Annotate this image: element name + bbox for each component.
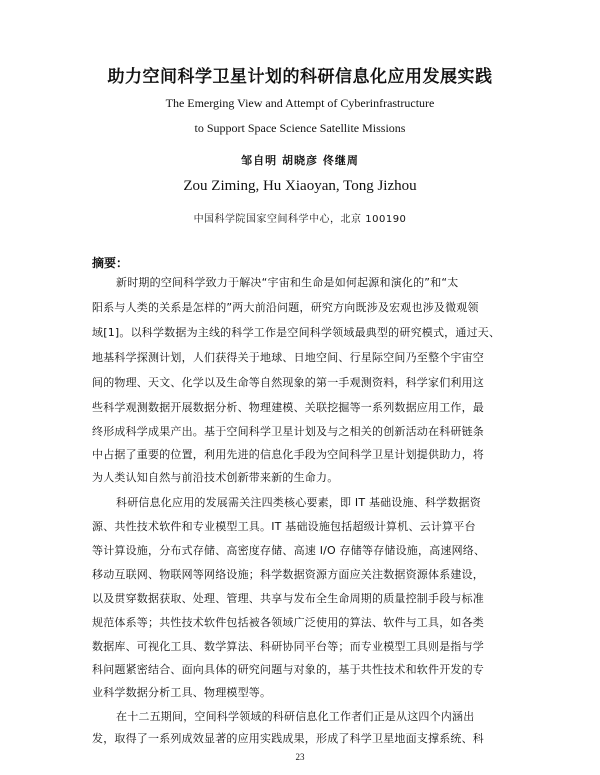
abstract-line: 在十二五期间，空间科学领域的科研信息化工作者们正是从这四个内涵出 <box>116 710 475 723</box>
paper-title-english-line-1: The Emerging View and Attempt of Cyberinfrastructure <box>165 96 435 110</box>
paper-title-english-line-2: to Support Space Science Satellite Missions <box>194 121 406 135</box>
abstract-line: 业科学数据分析工具、物理模型等。 <box>92 686 272 699</box>
abstract-line: 等计算设施，分布式存储、高密度存储、高速 I/O 存储等存储设施，高速网络、 <box>92 544 486 557</box>
authors-chinese: 邹自明 胡晓彦 佟继周 <box>241 154 359 167</box>
abstract-line: 发，取得了一系列成效显著的应用实践成果，形成了科学卫星地面支撑系统、科 <box>92 732 484 745</box>
abstract-line: 科研信息化应用的发展需关注四类核心要素，即 IT 基础设施、科学数据资 <box>116 496 481 509</box>
abstract-line: 源、共性技术软件和专业模型工具。IT 基础设施包括超级计算机、云计算平台 <box>92 520 476 533</box>
abstract-line: 新时期的空间科学致力于解决“宇宙和生命是如何起源和演化的”和“太 <box>116 276 459 289</box>
abstract-line: 为人类认知自然与前沿技术创新带来新的生命力。 <box>92 471 339 484</box>
page-number: 23 <box>295 752 305 762</box>
abstract-line: 些科学观测数据开展数据分析、物理建模、关联挖掘等一系列数据应用工作，最 <box>92 401 484 414</box>
paper-title-chinese: 助力空间科学卫星计划的科研信息化应用发展实践 <box>107 67 493 87</box>
abstract-line: 阳系与人类的关系是怎样的”两大前沿问题，研究方向既涉及宏观也涉及微观领 <box>92 301 479 314</box>
abstract-line: 数据库、可视化工具、数学算法、科研协同平台等；而专业模型工具则是指与学 <box>92 640 484 653</box>
abstract-line: 以及贯穿数据获取、处理、管理、共享与发布全生命周期的质量控制手段与标准 <box>92 592 484 605</box>
authors-english: Zou Ziming, Hu Xiaoyan, Tong Jizhou <box>183 178 417 194</box>
abstract-line: 规范体系等；共性技术软件包括被各领域广泛使用的算法、软件与工具，如各类 <box>92 616 484 629</box>
abstract-line: 中占据了重要的位置，利用先进的信息化手段为空间科学卫星计划提供助力，将 <box>92 448 484 461</box>
abstract-line: 域[1]。以科学数据为主线的科学工作是空间科学领域最典型的研究模式，通过天、 <box>92 326 501 339</box>
abstract-line: 移动互联网、物联网等网络设施；科学数据资源方面应关注数据资源体系建设， <box>92 568 484 581</box>
abstract-line: 终形成科学成果产出。基于空间科学卫星计划及与之相关的创新活动在科研链条 <box>92 425 484 438</box>
abstract-line: 间的物理、天文、化学以及生命等自然现象的第一手观测资料，科学家们利用这 <box>92 376 484 389</box>
abstract-heading: 摘要： <box>92 256 129 270</box>
abstract-line: 科问题紧密结合、面向具体的研究问题与对象的，基于共性技术和软件开发的专 <box>92 663 484 676</box>
author-affiliation: 中国科学院国家空间科学中心，北京 100190 <box>193 214 407 225</box>
abstract-line: 地基科学探测计划，人们获得关于地球、日地空间、行星际空间乃至整个宇宙空 <box>92 351 484 364</box>
